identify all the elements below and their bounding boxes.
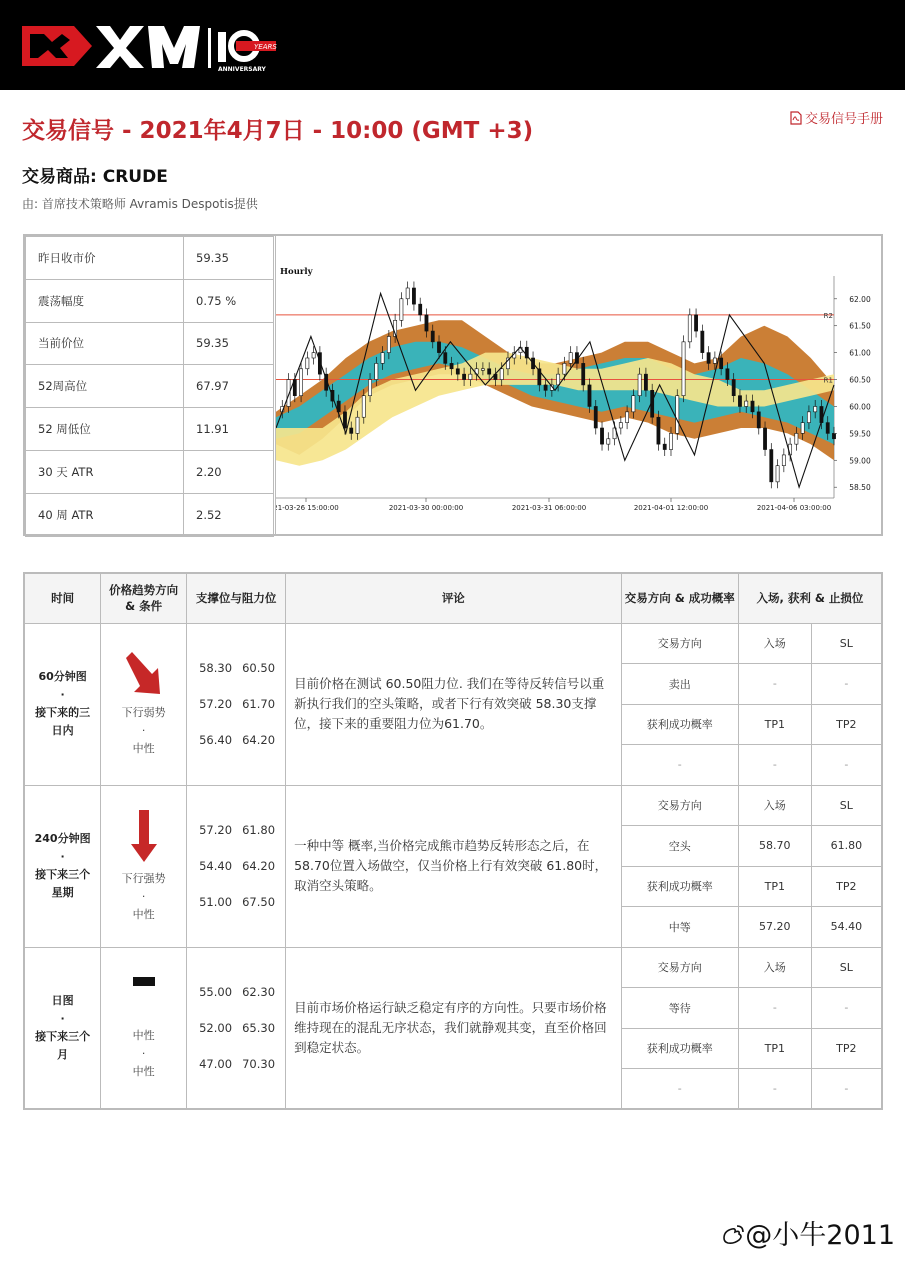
candle-body <box>638 374 641 396</box>
candle-body <box>400 299 403 321</box>
trade-grid-cell: TP2 <box>811 1028 882 1069</box>
sr-pair <box>199 884 285 920</box>
signal-manual-link[interactable] <box>790 108 883 127</box>
stat-value: 59.35 <box>184 237 274 280</box>
x-tick-label: 2021-04-01 12:00:00 <box>633 504 709 512</box>
trade-grid-cell: 入场 <box>738 785 811 826</box>
hourly-chart-svg <box>276 236 882 534</box>
trend-line: 中性 <box>132 1028 155 1042</box>
y-tick-label: 61.50 <box>849 321 871 331</box>
y-tick-label: 61.00 <box>849 348 871 358</box>
candle-body <box>594 406 597 428</box>
candle-body <box>814 406 817 411</box>
candle-body <box>619 423 622 428</box>
trade-grid-cell: SL <box>811 785 882 826</box>
support-resistance-cell <box>187 623 286 785</box>
stat-row <box>26 279 274 322</box>
candle-body <box>676 396 679 434</box>
trade-grid-cell: 获利成功概率 <box>621 866 738 907</box>
candle-body <box>632 396 635 412</box>
trade-grid-cell: - <box>811 745 882 786</box>
candle-body <box>569 353 572 364</box>
header-trend-label: 价格趋势方向 & 条件 <box>109 583 179 614</box>
trade-grid-cell: TP1 <box>738 1028 811 1069</box>
trend-line: 中性 <box>132 742 155 755</box>
stat-row <box>26 450 274 493</box>
hourly-chart <box>275 236 881 534</box>
watermark-text: @小牛2011 <box>745 1220 895 1251</box>
candle-body <box>419 304 422 315</box>
trend-line: · <box>141 724 146 737</box>
sr-pair <box>199 848 285 884</box>
candle-body <box>682 342 685 396</box>
stat-label: 震荡幅度 <box>26 279 184 322</box>
candle-body <box>544 385 547 390</box>
candle-body <box>832 433 835 438</box>
sr-pair <box>199 650 285 686</box>
candle-body <box>481 369 484 371</box>
candle-body <box>713 358 716 363</box>
candle-body <box>770 450 773 482</box>
header-direction: 交易方向 & 成功概率 <box>621 573 738 623</box>
time-line: 接下来三个 <box>35 1029 91 1043</box>
stat-value: 0.75 % <box>184 279 274 322</box>
y-tick-label: 59.50 <box>849 429 871 439</box>
flat-bar-icon <box>133 975 155 987</box>
level-label-r1: R1 <box>823 376 833 385</box>
trade-grid-cell: SL <box>811 623 882 664</box>
time-line: · <box>60 1011 65 1025</box>
site-header <box>0 0 905 90</box>
x-tick-label: 2021-03-31 06:00:00 <box>511 504 587 512</box>
trend-line: 下行弱势 <box>121 706 166 719</box>
resistance-value: 62.30 <box>242 984 276 999</box>
stat-label: 52 周低位 <box>26 408 184 451</box>
candle-body <box>663 444 666 449</box>
stat-row <box>26 365 274 408</box>
trend-line: 中性 <box>132 908 155 921</box>
candle-body <box>563 363 566 374</box>
signal-subrow <box>24 623 882 664</box>
trade-grid-cell: - <box>621 745 738 786</box>
stat-label: 40 周 ATR <box>26 493 184 536</box>
candle-body <box>795 433 798 444</box>
time-line: 60分钟图 <box>38 670 87 683</box>
candle-body <box>757 412 760 428</box>
time-line: · <box>60 688 65 701</box>
time-line: 日图 <box>51 993 74 1007</box>
time-line: 接下来三个 <box>35 868 91 881</box>
trend-line: 下行强势 <box>121 872 166 885</box>
trade-grid-cell: TP2 <box>811 866 882 907</box>
chart-title: Hourly <box>280 267 313 277</box>
candle-body <box>431 331 434 342</box>
support-value: 47.00 <box>199 1056 233 1071</box>
candle-body <box>776 466 779 482</box>
trade-grid-cell: - <box>811 988 882 1029</box>
resistance-value: 61.80 <box>242 823 276 837</box>
candle-body <box>488 369 491 374</box>
support-value: 58.30 <box>199 661 233 675</box>
candle-body <box>557 374 560 385</box>
candle-body <box>469 374 472 379</box>
sr-pair <box>199 722 285 758</box>
candle-body <box>356 417 359 433</box>
sr-pair <box>199 974 285 1010</box>
trade-grid-cell: 获利成功概率 <box>621 1028 738 1069</box>
stat-value: 67.97 <box>184 365 274 408</box>
trade-grid-cell: - <box>621 1069 738 1110</box>
timeframe-cell <box>24 785 101 947</box>
trade-grid-cell: 交易方向 <box>621 623 738 664</box>
timeframe-cell <box>24 623 101 785</box>
stat-value: 59.35 <box>184 322 274 365</box>
candle-body <box>626 412 629 423</box>
trade-grid-cell: 54.40 <box>811 907 882 948</box>
trade-grid-cell: - <box>738 745 811 786</box>
candle-body <box>745 401 748 406</box>
x-tick-label: 2021-03-30 00:00:00 <box>388 504 464 512</box>
resistance-value: 61.70 <box>242 697 276 711</box>
comment-cell: 一种中等 概率,当价格完成熊市趋势反转形态之后，在58.70位置入场做空，仅当价格上行有效突破 61.80时，取消空头策略。 <box>286 785 621 947</box>
trade-grid-cell: 空头 <box>621 826 738 867</box>
candle-body <box>694 315 697 331</box>
support-value: 56.40 <box>199 733 233 747</box>
stat-label: 52周高位 <box>26 365 184 408</box>
header-support-resistance: 支撑位与阻力位 <box>187 573 286 623</box>
stat-row <box>26 493 274 536</box>
y-tick-label: 59.00 <box>849 456 871 466</box>
candle-body <box>350 428 353 433</box>
trend-cell <box>101 947 187 1109</box>
trade-grid-cell: 交易方向 <box>621 785 738 826</box>
trend-line: · <box>141 890 146 903</box>
header-time: 时间 <box>24 573 101 623</box>
candle-body <box>312 353 315 358</box>
level-label-r2: R2 <box>823 311 833 320</box>
support-value: 57.20 <box>199 697 233 711</box>
y-tick-label: 60.50 <box>849 375 871 385</box>
support-value: 51.00 <box>199 895 233 909</box>
pdf-icon <box>790 111 802 125</box>
author-byline: 由: 首席技术策略师 Avramis Despotis提供 <box>22 197 258 211</box>
trade-grid-cell: - <box>738 1069 811 1110</box>
candle-body <box>607 439 610 444</box>
weibo-watermark <box>721 1213 895 1252</box>
sr-pair <box>199 1046 285 1082</box>
signal-subrow <box>24 947 882 988</box>
time-line: 日内 <box>51 724 74 737</box>
stat-row <box>26 322 274 365</box>
trade-grid-cell: 61.80 <box>811 826 882 867</box>
candle-body <box>738 396 741 407</box>
trade-grid-cell: - <box>738 988 811 1029</box>
candle-body <box>701 331 704 353</box>
trade-grid-cell: 中等 <box>621 907 738 948</box>
candle-body <box>412 288 415 304</box>
resistance-value: 67.50 <box>242 895 276 909</box>
trend-cell <box>101 623 187 785</box>
stat-row <box>26 408 274 451</box>
sr-pair <box>199 686 285 722</box>
candle-body <box>644 374 647 390</box>
trade-grid-cell: 57.20 <box>738 907 811 948</box>
candle-body <box>437 342 440 353</box>
trade-grid-cell: 获利成功概率 <box>621 704 738 745</box>
time-line: 月 <box>57 1047 69 1061</box>
header-trend <box>101 573 187 623</box>
candle-body <box>669 433 672 449</box>
support-value: 52.00 <box>199 1020 233 1035</box>
candle-body <box>801 423 804 434</box>
resistance-value: 64.20 <box>242 733 276 747</box>
signal-subrow <box>24 785 882 826</box>
sr-pair <box>199 812 285 848</box>
stat-label: 昨日收市价 <box>26 237 184 280</box>
candle-body <box>450 363 453 368</box>
trade-grid-cell: 58.70 <box>738 826 811 867</box>
resistance-value: 70.30 <box>242 1056 276 1071</box>
candle-body <box>306 358 309 369</box>
candle-body <box>588 385 591 407</box>
candle-body <box>381 353 384 364</box>
arrow-down-right-icon <box>122 650 166 698</box>
candle-body <box>582 363 585 385</box>
time-line: · <box>60 850 65 863</box>
y-tick-label: 60.00 <box>849 402 871 412</box>
candle-body <box>763 428 766 450</box>
trade-grid-cell: 入场 <box>738 623 811 664</box>
trade-grid-cell: 交易方向 <box>621 947 738 988</box>
candle-body <box>826 423 829 434</box>
resistance-value: 60.50 <box>242 661 276 675</box>
stat-value: 2.52 <box>184 493 274 536</box>
y-tick-label: 58.50 <box>849 483 871 493</box>
candle-body <box>751 401 754 412</box>
stat-value: 2.20 <box>184 450 274 493</box>
resistance-value: 64.20 <box>242 859 276 873</box>
trade-grid-cell: TP1 <box>738 866 811 907</box>
header-comment: 评论 <box>286 573 621 623</box>
candle-body <box>807 412 810 423</box>
candle-body <box>688 315 691 342</box>
time-line: 接下来的三 <box>35 706 91 719</box>
svg-text:ANNIVERSARY: ANNIVERSARY <box>218 66 266 73</box>
trend-line: · <box>141 1046 146 1060</box>
candle-body <box>462 374 465 379</box>
xm-logo[interactable] <box>22 18 292 74</box>
y-tick-label: 62.00 <box>849 294 871 304</box>
candle-body <box>425 315 428 331</box>
candle-body <box>732 380 735 396</box>
signal-manual-label: 交易信号手册 <box>804 112 883 127</box>
arrow-down-icon <box>130 808 158 864</box>
candle-body <box>343 412 346 428</box>
page-title: 交易信号 - 2021年4月7日 - 10:00 (GMT +3) <box>22 118 534 144</box>
trend-cell <box>101 785 187 947</box>
trade-grid-cell: 卖出 <box>621 664 738 705</box>
x-tick-label: 2021-04-06 03:00:00 <box>756 504 832 512</box>
signals-header-row <box>24 573 882 623</box>
support-resistance-cell <box>187 785 286 947</box>
weibo-icon <box>721 1224 745 1246</box>
candle-body <box>362 396 365 418</box>
stats-table <box>25 236 274 537</box>
signals-table <box>23 572 883 1110</box>
trade-grid-cell: - <box>811 664 882 705</box>
candle-body <box>600 428 603 444</box>
candle-body <box>500 369 503 380</box>
candle-body <box>456 369 459 374</box>
candle-body <box>707 353 710 364</box>
stat-value: 11.91 <box>184 408 274 451</box>
trade-grid-cell: SL <box>811 947 882 988</box>
svg-text:YEARS: YEARS <box>254 43 277 51</box>
stat-label: 30 天 ATR <box>26 450 184 493</box>
comment-cell: 目前价格在测试 60.50阻力位. 我们在等待反转信号以重新执行我们的空头策略，或者下行有效突破 58.30支撑位，接下来的重要阻力位为61.70。 <box>286 623 621 785</box>
support-value: 54.40 <box>199 859 233 873</box>
trade-grid-cell: TP2 <box>811 704 882 745</box>
timeframe-cell <box>24 947 101 1109</box>
candle-body <box>368 380 371 396</box>
candle-body <box>299 369 302 396</box>
stats-panel <box>23 234 883 536</box>
sr-pair <box>199 1010 285 1046</box>
candle-body <box>375 363 378 379</box>
candle-body <box>720 358 723 369</box>
support-resistance-cell <box>187 947 286 1109</box>
trade-grid-cell: 等待 <box>621 988 738 1029</box>
candle-body <box>726 369 729 380</box>
time-line: 240分钟图 <box>34 832 91 845</box>
support-value: 55.00 <box>199 984 233 999</box>
candle-body <box>444 353 447 364</box>
trade-grid-cell: - <box>811 1069 882 1110</box>
candle-body <box>782 455 785 466</box>
header-entry-tp-sl: 入场, 获利 & 止损位 <box>738 573 882 623</box>
time-line: 星期 <box>51 886 74 899</box>
instrument-heading: 交易商品: CRUDE <box>22 167 168 187</box>
stat-row <box>26 237 274 280</box>
x-tick-label: 21-03-26 15:00:00 <box>276 504 339 512</box>
candle-body <box>387 336 390 352</box>
resistance-value: 65.30 <box>242 1020 276 1035</box>
comment-cell: 目前市场价格运行缺乏稳定有序的方向性。只要市场价格维持现在的混乱无序状态，我们就静观其变，直至价格回到稳定状态。 <box>286 947 621 1109</box>
trade-grid-cell: 入场 <box>738 947 811 988</box>
support-value: 57.20 <box>199 823 233 837</box>
trade-grid-cell: TP1 <box>738 704 811 745</box>
trade-grid-cell: - <box>738 664 811 705</box>
stat-label: 当前价位 <box>26 322 184 365</box>
trend-line: 中性 <box>132 1064 155 1078</box>
candle-body <box>406 288 409 299</box>
candle-body <box>657 417 660 444</box>
